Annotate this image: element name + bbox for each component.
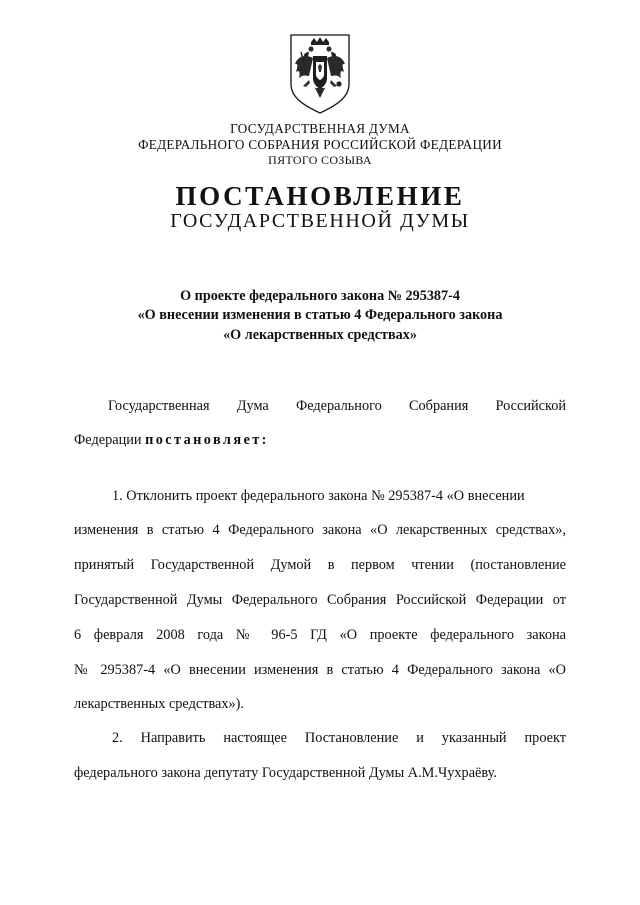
subject-line-3: «О лекарственных средствах»: [223, 327, 417, 343]
clause-1-line-1: 1. Отклонить проект федерального закона № 295387-4 «О внесении: [112, 488, 525, 504]
resolves-keyword: постановляет:: [145, 432, 269, 448]
clause-1-line-2: изменения в статью 4 Федерального закона «О лекарственных средствах»,: [74, 522, 566, 538]
clause-2-line-1: 2. Направить настоящее Постановление и указанный проект: [112, 730, 566, 746]
org-name-line-2: ФЕДЕРАЛЬНОГО СОБРАНИЯ РОССИЙСКОЙ ФЕДЕРАЦИИ: [138, 137, 502, 152]
preamble-line-2-start: Федерации: [74, 432, 146, 448]
preamble-line-2: [74, 431, 269, 449]
clause-1-line-3: принятый Государственной Думой в первом чтении (постановление: [74, 557, 566, 573]
convocation-line: ПЯТОГО СОЗЫВА: [268, 153, 372, 167]
russian-coat-of-arms-icon: [287, 32, 353, 116]
clause-1-line-5: 6 февраля 2008 года № 96-5 ГД «О проекте федерального закона: [74, 627, 566, 643]
clause-1-line-7: лекарственных средствах»).: [74, 696, 244, 712]
clause-1-line-6: № 295387-4 «О внесении изменения в статью 4 Федерального закона «О: [74, 662, 566, 678]
clause-2-line-2: федерального закона депутату Государственной Думы А.М.Чухраёву.: [74, 765, 497, 781]
org-name-line-1: ГОСУДАРСТВЕННАЯ ДУМА: [230, 121, 410, 136]
document-title: ПОСТАНОВЛЕНИЕ: [175, 181, 465, 211]
document-subtitle: ГОСУДАРСТВЕННОЙ ДУМЫ: [170, 210, 470, 232]
clause-1-line-4: Государственной Думы Федерального Собрания Российской Федерации от: [74, 592, 566, 608]
subject-line-1: О проекте федерального закона № 295387-4: [180, 288, 460, 304]
subject-line-2: «О внесении изменения в статью 4 Федерального закона: [137, 307, 503, 323]
preamble-line-1: Государственная Дума Федерального Собрания Российской: [108, 398, 566, 414]
